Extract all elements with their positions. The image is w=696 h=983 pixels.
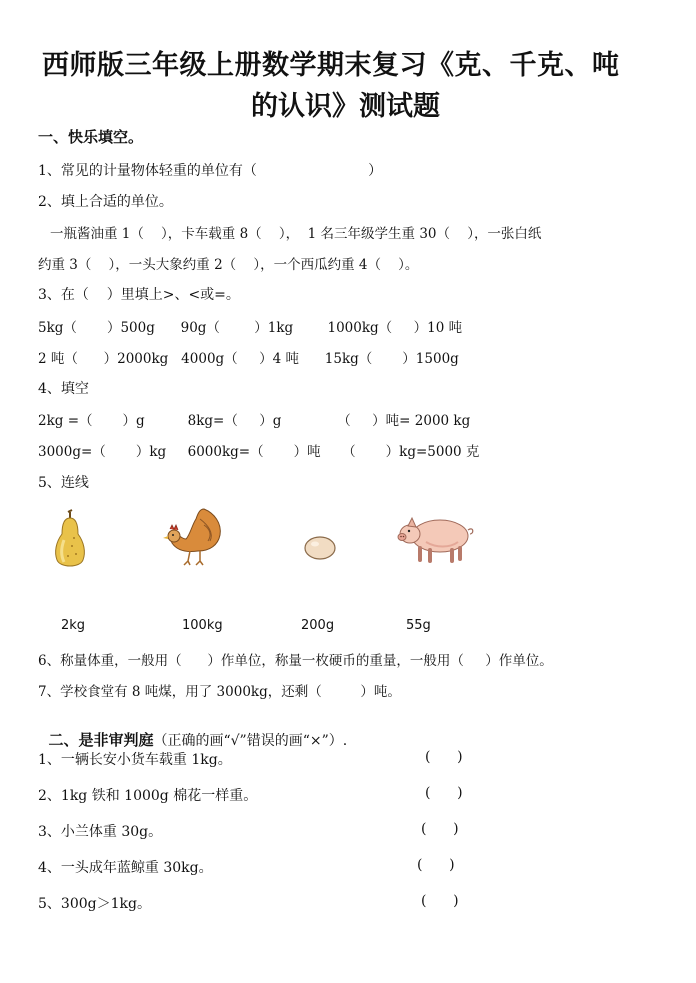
question-1: 1、常见的计量物体轻重的单位有（ ） <box>38 163 383 179</box>
page-title-line-1: 西师版三年级上册数学期末复习《克、千克、吨 <box>42 50 620 81</box>
weight-label-3: 200g <box>301 618 335 633</box>
question-6: 6、称量体重，一般用（ ）作单位，称量一枚硬币的重量，一般用（ ）作单位。 <box>38 653 553 669</box>
question-5-heading: 5、连线 <box>38 475 89 491</box>
question-4-heading: 4、填空 <box>38 381 89 397</box>
question-2-line-1: 一瓶酱油重 1（ ），卡车载重 8（ ）， 1 名三年级学生重 30（ ），一张白纸 <box>50 226 542 242</box>
judge-bracket-3[interactable]: ( ) <box>421 821 459 837</box>
judge-item-4: 4、一头成年蓝鲸重 30kg。 <box>38 860 213 876</box>
judge-item-3: 3、小兰体重 30g。 <box>38 824 163 840</box>
question-3-line-2: 2 吨（ ）2000kg 4000g（ ）4 吨 15kg（ ）1500g <box>38 351 459 367</box>
section-2-heading <box>38 711 347 750</box>
section-2-note: （正确的画“√”错误的画“×”）. <box>153 733 348 749</box>
question-2-line-2: 约重 3（ ），一头大象约重 2（ ），一个西瓜约重 4（ ）。 <box>38 257 419 273</box>
section-2-title: 二、是非审判庭 <box>48 731 154 749</box>
weight-label-1: 2kg <box>61 618 86 633</box>
judge-item-2: 2、1kg 铁和 1000g 棉花一样重。 <box>38 788 258 804</box>
pig-image <box>396 512 476 564</box>
question-3-line-1: 5kg（ ）500g 90g（ ）1kg 1000kg（ ）10 吨 <box>38 320 463 336</box>
judge-bracket-5[interactable]: ( ) <box>421 893 459 909</box>
question-4-line-1: 2kg =（ ）g 8kg=（ ）g （ ）吨= 2000 kg <box>38 413 471 429</box>
judge-item-5: 5、300g＞1kg。 <box>38 896 151 912</box>
hen-image <box>160 505 228 569</box>
question-4-line-2: 3000g=（ ）kg 6000kg=（ ）吨 （ ）kg=5000 克 <box>38 444 480 460</box>
judge-bracket-4[interactable]: ( ) <box>417 857 455 873</box>
judge-bracket-2[interactable]: ( ) <box>425 785 463 801</box>
pear-image <box>50 510 90 570</box>
weight-label-4: 55g <box>406 618 431 633</box>
egg-image <box>302 534 338 562</box>
question-2-heading: 2、填上合适的单位。 <box>38 194 173 210</box>
judge-bracket-1[interactable]: ( ) <box>425 749 463 765</box>
judge-item-1: 1、一辆长安小货车载重 1kg。 <box>38 752 232 768</box>
section-1-heading: 一、快乐填空。 <box>38 128 144 146</box>
question-3-heading: 3、在（ ）里填上>、<或=。 <box>38 287 240 303</box>
weight-label-2: 100kg <box>182 618 223 633</box>
page-title-line-2: 的认识》测试题 <box>251 91 440 122</box>
question-7: 7、学校食堂有 8 吨煤，用了 3000kg，还剩（ ）吨。 <box>38 684 401 700</box>
